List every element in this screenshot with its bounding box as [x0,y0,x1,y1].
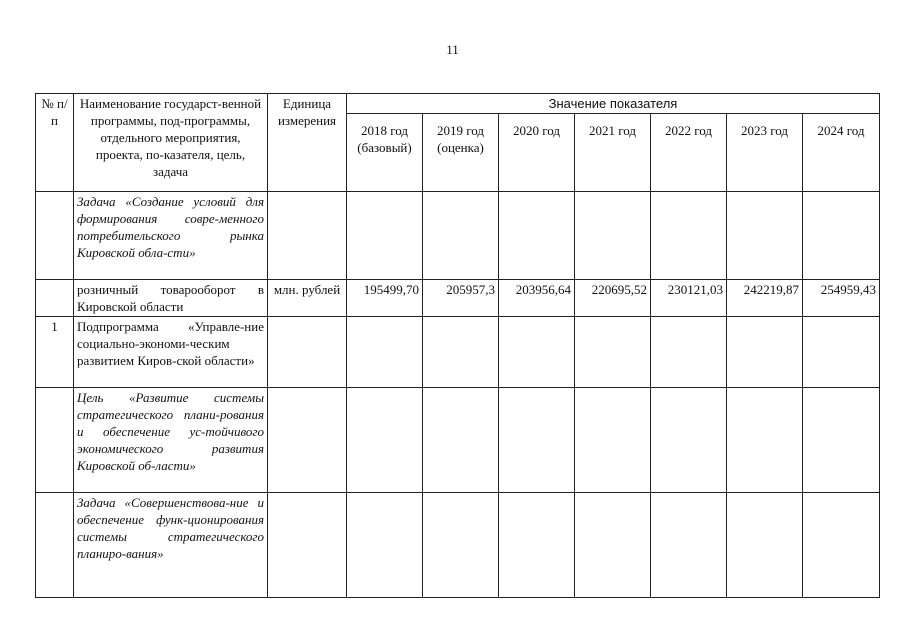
row-value [347,388,423,493]
row-value [727,388,803,493]
header-year-2018 [347,114,423,192]
row-unit [268,317,347,388]
row-num [36,388,74,493]
page-number: 11 [446,42,459,57]
row-value: 220695,52 [575,280,651,317]
row-num [36,192,74,280]
indicator-table [35,93,880,598]
row-value [347,493,423,598]
header-num: № п/п [36,94,74,192]
row-value [499,317,575,388]
row-value [651,317,727,388]
row-name: Задача «Совершенствова-ние и обеспечение функ-ционирования системы стратегического планиро-вания» [74,493,268,598]
row-value [727,317,803,388]
row-unit [268,388,347,493]
header-year-2019 [423,114,499,192]
row-value [499,388,575,493]
row-value: 242219,87 [727,280,803,317]
header-year-2024 [803,114,880,192]
header-year-2021 [575,114,651,192]
row-value [347,317,423,388]
header-value-group: Значение показателя [347,94,880,114]
row-value [803,317,880,388]
year-label: 2020 год [513,123,560,138]
row-value: 203956,64 [499,280,575,317]
row-unit: млн. рублей [268,280,347,317]
row-name: Подпрограмма «Управле-ние социально-экономи-ческим развитием Киров-ской области» [74,317,268,388]
header-name: Наименование государст-венной программы, под-программы, отдельного мероприятия, проекта, по-казателя, цель, задача [74,94,268,192]
row-value [803,388,880,493]
year-label: 2018 год [361,123,408,138]
row-unit [268,192,347,280]
row-value [347,192,423,280]
year-label: 2023 год [741,123,788,138]
year-note: (оценка) [437,140,484,155]
row-value [575,493,651,598]
row-value: 195499,70 [347,280,423,317]
header-year-2023 [727,114,803,192]
year-label: 2024 год [817,123,865,138]
row-value [727,493,803,598]
table-row [36,388,880,493]
row-value [499,493,575,598]
row-value: 254959,43 [803,280,880,317]
row-value [575,388,651,493]
row-value [803,493,880,598]
year-label: 2021 год [589,123,636,138]
row-value [423,493,499,598]
year-label: 2022 год [665,123,712,138]
row-value [423,388,499,493]
row-num [36,493,74,598]
row-value [575,192,651,280]
table-row [36,192,880,280]
row-value [651,493,727,598]
header-year-2020 [499,114,575,192]
table-row [36,493,880,598]
row-value [499,192,575,280]
row-value [423,192,499,280]
row-num [36,280,74,317]
row-unit [268,493,347,598]
row-name: Задача «Создание условий для формирования совре-менного потребительского рынка Кировской обла-сти» [74,192,268,280]
row-name: Цель «Развитие системы стратегического плани-рования и обеспечение ус-тойчивого экономического развития Кировской об-ласти» [74,388,268,493]
year-note: (базовый) [357,140,412,155]
row-num: 1 [36,317,74,388]
row-value [803,192,880,280]
row-value: 205957,3 [423,280,499,317]
row-value [727,192,803,280]
row-value: 230121,03 [651,280,727,317]
table-row [36,280,880,317]
header-unit: Единица измерения [268,94,347,192]
table-row [36,317,880,388]
row-name: розничный товарооборот в Кировской области [74,280,268,317]
row-value [423,317,499,388]
year-label: 2019 год [437,123,484,138]
header-year-2022 [651,114,727,192]
row-value [651,192,727,280]
row-value [651,388,727,493]
row-value [575,317,651,388]
